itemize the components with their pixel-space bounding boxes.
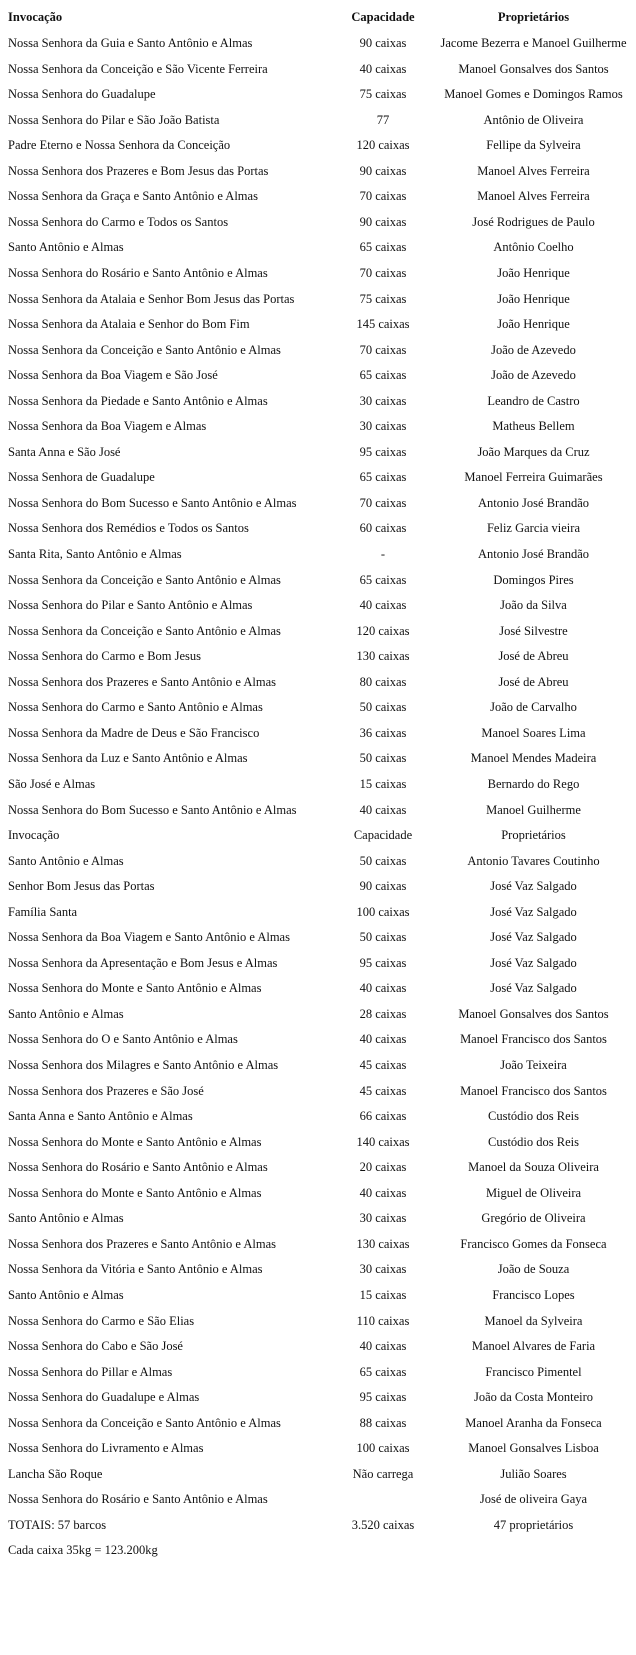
proprietarios-cell: Proprietários (501, 828, 566, 843)
capacidade-cell: 70 caixas (359, 495, 407, 510)
table-row (0, 1461, 636, 1488)
proprietarios-cell: Julião Soares (500, 1466, 567, 1481)
proprietarios-cell: Gregório de Oliveira (481, 1211, 586, 1226)
proprietarios-cell: João de Azevedo (491, 342, 576, 357)
table-row (0, 183, 636, 210)
proprietarios-cell: Manoel Alves Ferreira (477, 163, 590, 178)
invocacao-cell: Nossa Senhora da Guia e Santo Antônio e Almas (8, 36, 253, 50)
invocacao-cell: Santa Anna e Santo Antônio e Almas (8, 1109, 193, 1124)
invocacao-cell: Nossa Senhora do Carmo e Bom Jesus (8, 649, 202, 664)
invocacao-cell: Nossa Senhora do O e Santo Antônio e Almas (8, 1032, 238, 1047)
invocacao-cell: Senhor Bom Jesus das Portas (8, 879, 155, 894)
capacidade-cell: 145 caixas (356, 317, 410, 332)
proprietarios-cell: José Rodrigues de Paulo (472, 214, 595, 229)
proprietarios-cell: João de Souza (497, 1262, 570, 1277)
invocacao-cell: Nossa Senhora do Monte e Santo Antônio e Almas (8, 1134, 262, 1149)
capacidade-cell: 88 caixas (359, 1415, 407, 1430)
table-row (0, 209, 636, 236)
table-row (0, 771, 636, 798)
capacidade-cell: 40 caixas (359, 61, 407, 76)
header-proprietarios: Proprietários (497, 10, 570, 24)
table-row (0, 260, 636, 287)
invocacao-cell: Nossa Senhora da Conceição e Santo Antônio e Almas (8, 342, 281, 357)
proprietarios-cell: Manoel Aranha da Fonseca (465, 1415, 602, 1430)
table-row (0, 745, 636, 772)
invocacao-cell: Nossa Senhora do Livramento e Almas (8, 1441, 204, 1456)
capacidade-cell: 120 caixas (356, 138, 410, 153)
proprietarios-cell: José Silvestre (499, 623, 568, 638)
totals-owners: 47 proprietários (493, 1517, 574, 1532)
invocacao-cell: Nossa Senhora do Carmo e Santo Antônio e Almas (8, 700, 263, 715)
capacidade-cell: 130 caixas (356, 1236, 410, 1251)
invocacao-cell: Nossa Senhora do Pilar e Santo Antônio e Almas (8, 598, 253, 613)
table-row (0, 1205, 636, 1232)
invocacao-cell: Nossa Senhora do Pillar e Almas (8, 1364, 173, 1379)
table-row (0, 362, 636, 389)
capacidade-cell: 36 caixas (359, 725, 407, 740)
capacidade-cell: 95 caixas (359, 444, 407, 459)
proprietarios-cell: Manoel Soares Lima (481, 725, 586, 740)
totals-capacity: 3.520 caixas (351, 1517, 415, 1532)
capacidade-cell: 65 caixas (359, 572, 407, 587)
invocacao-cell: Nossa Senhora do Rosário e Santo Antônio e Almas (8, 1160, 268, 1175)
capacidade-cell: 40 caixas (359, 1185, 407, 1200)
invocacao-cell: Nossa Senhora da Conceição e São Vicente Ferreira (8, 61, 268, 76)
invocacao-cell: Nossa Senhora da Boa Viagem e Santo Antônio e Almas (8, 930, 290, 945)
table-row (0, 81, 636, 108)
table-row (0, 56, 636, 83)
table-row (0, 30, 636, 57)
table-row (0, 975, 636, 1002)
proprietarios-cell: João de Azevedo (491, 368, 576, 383)
table-row (0, 1001, 636, 1028)
invocacao-cell: Nossa Senhora da Apresentação e Bom Jesus e Almas (8, 955, 278, 970)
table-row (0, 694, 636, 721)
table-row (0, 413, 636, 440)
table-row (0, 873, 636, 900)
capacidade-cell: 28 caixas (359, 1006, 407, 1021)
invocacao-cell: Nossa Senhora dos Milagres e Santo Antônio e Almas (8, 1058, 279, 1072)
table-row (0, 515, 636, 542)
table-row (0, 822, 636, 849)
capacidade-cell: 45 caixas (359, 1083, 407, 1098)
invocacao-cell: Nossa Senhora da Atalaia e Senhor Bom Jesus das Portas (8, 291, 295, 306)
invocacao-cell: Nossa Senhora do Carmo e Todos os Santos (8, 214, 229, 229)
table-row (0, 618, 636, 645)
proprietarios-cell: João Teixeira (500, 1058, 567, 1072)
invocacao-cell: Nossa Senhora dos Remédios e Todos os Santos (8, 521, 249, 536)
proprietarios-cell: Antonio José Brandão (477, 495, 590, 510)
invocacao-cell: São José e Almas (8, 776, 96, 791)
invocacao-cell: Nossa Senhora dos Prazeres e São José (8, 1083, 204, 1098)
proprietarios-cell: Francisco Lopes (492, 1287, 575, 1302)
proprietarios-cell: Manoel Gonsalves dos Santos (458, 61, 609, 76)
invocacao-cell: Nossa Senhora da Piedade e Santo Antônio e Almas (8, 393, 268, 408)
invocacao-cell: Padre Eterno e Nossa Senhora da Conceição (8, 138, 231, 153)
capacidade-cell: 15 caixas (359, 1287, 407, 1302)
proprietarios-cell: Manoel Alves Ferreira (477, 189, 590, 204)
capacidade-cell: 30 caixas (359, 1211, 407, 1226)
proprietarios-cell: João Marques da Cruz (477, 444, 590, 459)
invocacao-cell: Família Santa (8, 904, 78, 919)
header-capacidade: Capacidade (351, 10, 415, 24)
proprietarios-cell: Manoel Mendes Madeira (470, 751, 597, 766)
proprietarios-cell: João da Costa Monteiro (473, 1390, 594, 1405)
proprietarios-cell: José de Abreu (498, 674, 569, 689)
invocacao-cell: Nossa Senhora da Boa Viagem e Almas (8, 419, 207, 434)
table-row (0, 541, 636, 568)
footnote-text: Cada caixa 35kg = 123.200kg (8, 1543, 158, 1558)
table-row (0, 924, 636, 951)
capacidade-cell: 100 caixas (356, 904, 410, 919)
table-row (0, 234, 636, 261)
proprietarios-cell: Antonio José Brandão (477, 547, 590, 561)
table-row (0, 1078, 636, 1105)
proprietarios-cell: João da Silva (500, 598, 567, 613)
capacidade-cell: 40 caixas (359, 1339, 407, 1354)
table-row (0, 1026, 636, 1053)
proprietarios-cell: Leandro de Castro (487, 393, 580, 408)
capacidade-cell: 65 caixas (359, 470, 407, 485)
invocacao-cell: Nossa Senhora dos Prazeres e Bom Jesus das Portas (8, 163, 269, 178)
invocacao-cell: Santa Anna e São José (8, 444, 121, 459)
table-row (0, 1103, 636, 1130)
capacidade-cell: 95 caixas (359, 955, 407, 970)
proprietarios-cell: José Vaz Salgado (490, 904, 577, 919)
invocacao-cell: Nossa Senhora do Carmo e São Elias (8, 1313, 195, 1328)
proprietarios-cell: Antônio Coelho (493, 240, 574, 255)
invocacao-cell: Nossa Senhora da Conceição e Santo Antônio e Almas (8, 623, 281, 638)
proprietarios-cell: Manoel Gomes e Domingos Ramos (444, 87, 623, 102)
table-row (0, 1129, 636, 1156)
capacidade-cell: 90 caixas (359, 214, 407, 229)
invocacao-cell: Nossa Senhora da Madre de Deus e São Francisco (8, 725, 260, 740)
table-row (0, 669, 636, 696)
proprietarios-cell: Custódio dos Reis (488, 1109, 579, 1124)
table-row (0, 1052, 636, 1079)
proprietarios-cell: Feliz Garcia vieira (486, 521, 580, 536)
capacidade-cell: 130 caixas (356, 649, 410, 664)
proprietarios-cell: José Vaz Salgado (490, 879, 577, 894)
capacidade-cell: 50 caixas (359, 930, 407, 945)
invocacao-cell: Santo Antônio e Almas (8, 1287, 124, 1302)
table-row (0, 1154, 636, 1181)
footnote (0, 1537, 636, 1564)
proprietarios-cell: Fellipe da Sylveira (486, 138, 581, 153)
proprietarios-cell: Matheus Bellem (492, 419, 575, 434)
capacidade-cell: 65 caixas (359, 368, 407, 383)
table-row (0, 1435, 636, 1462)
proprietarios-cell: João Henrique (497, 265, 570, 280)
invocacao-cell: Santa Rita, Santo Antônio e Almas (8, 547, 182, 561)
capacidade-cell: 65 caixas (359, 1364, 407, 1379)
invocacao-cell: Nossa Senhora dos Prazeres e Santo Antônio e Almas (8, 1236, 277, 1251)
proprietarios-cell: Manoel Francisco dos Santos (460, 1083, 607, 1098)
proprietarios-cell: João de Carvalho (490, 700, 577, 715)
table-row (0, 1256, 636, 1283)
invocacao-cell: Nossa Senhora do Bom Sucesso e Santo Antônio e Almas (8, 802, 297, 817)
proprietarios-cell: Manoel Alvares de Faria (471, 1339, 596, 1354)
table-row (0, 107, 636, 134)
invocacao-cell: Nossa Senhora do Pilar e São João Batista (8, 112, 220, 127)
proprietarios-cell: José de Abreu (498, 649, 569, 664)
capacidade-cell: 20 caixas (359, 1160, 407, 1175)
invocacao-cell: Santo Antônio e Almas (8, 1006, 124, 1021)
invocacao-cell: Nossa Senhora do Monte e Santo Antônio e Almas (8, 981, 262, 996)
proprietarios-cell: Jacome Bezerra e Manoel Guilherme (440, 36, 627, 50)
table-row (0, 950, 636, 977)
proprietarios-cell: Manoel Ferreira Guimarães (464, 470, 603, 485)
table-row (0, 1282, 636, 1309)
invocacao-cell: Nossa Senhora da Luz e Santo Antônio e Almas (8, 751, 248, 766)
capacidade-cell: 50 caixas (359, 700, 407, 715)
proprietarios-cell: José de oliveira Gaya (479, 1492, 588, 1507)
capacidade-cell: Capacidade (353, 828, 413, 843)
invocacao-cell: Nossa Senhora da Atalaia e Senhor do Bom Fim (8, 317, 250, 332)
table-row (0, 1486, 636, 1513)
proprietarios-cell: Miguel de Oliveira (485, 1185, 582, 1200)
capacidade-cell: 70 caixas (359, 265, 407, 280)
proprietarios-cell: Francisco Pimentel (485, 1364, 582, 1379)
totals-row (0, 1512, 636, 1539)
invocacao-cell: Santo Antônio e Almas (8, 240, 124, 255)
proprietarios-cell: João Henrique (497, 291, 570, 306)
capacidade-cell: - (380, 547, 386, 561)
capacidade-cell: 66 caixas (359, 1109, 407, 1124)
table-row (0, 1333, 636, 1360)
table-row (0, 1180, 636, 1207)
capacidade-cell: Não carrega (352, 1466, 414, 1481)
capacidade-cell: 40 caixas (359, 598, 407, 613)
table-row (0, 1308, 636, 1335)
capacidade-cell: 80 caixas (359, 674, 407, 689)
proprietarios-cell: Custódio dos Reis (488, 1134, 579, 1149)
table-row (0, 797, 636, 824)
capacidade-cell: 90 caixas (359, 36, 407, 50)
table-row (0, 132, 636, 159)
proprietarios-cell: Manoel Guilherme (486, 802, 581, 817)
capacidade-cell: 40 caixas (359, 802, 407, 817)
invocacao-cell: Nossa Senhora dos Prazeres e Santo Antônio e Almas (8, 674, 277, 689)
invocacao-cell: Nossa Senhora da Vitória e Santo Antônio e Almas (8, 1262, 263, 1277)
table-row (0, 643, 636, 670)
totals-label: TOTAIS: 57 barcos (8, 1517, 107, 1532)
capacidade-cell: 65 caixas (359, 240, 407, 255)
proprietarios-cell: Manoel da Sylveira (484, 1313, 583, 1328)
invocacao-cell: Nossa Senhora do Rosário e Santo Antônio e Almas (8, 1492, 268, 1507)
table-row (0, 311, 636, 338)
capacidade-cell: 30 caixas (359, 1262, 407, 1277)
capacidade-cell: 140 caixas (356, 1134, 410, 1149)
invocacao-cell: Lancha São Roque (8, 1466, 103, 1481)
invocacao-cell: Nossa Senhora da Graça e Santo Antônio e Almas (8, 189, 258, 204)
invocacao-cell: Nossa Senhora do Guadalupe (8, 87, 156, 102)
proprietarios-cell: José Vaz Salgado (490, 981, 577, 996)
table-row (0, 1359, 636, 1386)
table-row (0, 592, 636, 619)
invocacao-cell: Nossa Senhora do Guadalupe e Almas (8, 1390, 200, 1405)
invocacao-cell: Nossa Senhora do Monte e Santo Antônio e Almas (8, 1185, 262, 1200)
capacidade-cell: 75 caixas (359, 291, 407, 306)
invocacao-cell: Nossa Senhora do Cabo e São José (8, 1339, 183, 1354)
invocacao-cell: Nossa Senhora do Bom Sucesso e Santo Antônio e Almas (8, 495, 297, 510)
capacidade-cell: 77 (376, 112, 390, 127)
table-row (0, 1410, 636, 1437)
capacidade-cell: 45 caixas (359, 1058, 407, 1072)
table-row (0, 567, 636, 594)
proprietarios-cell: José Vaz Salgado (490, 955, 577, 970)
table-row (0, 1384, 636, 1411)
proprietarios-cell: Bernardo do Rego (487, 776, 580, 791)
table-row (0, 464, 636, 491)
capacidade-cell: 50 caixas (359, 853, 407, 868)
capacidade-cell: 40 caixas (359, 981, 407, 996)
capacidade-cell: 95 caixas (359, 1390, 407, 1405)
capacidade-cell: 90 caixas (359, 879, 407, 894)
capacidade-cell: 15 caixas (359, 776, 407, 791)
invocacao-cell: Nossa Senhora do Rosário e Santo Antônio e Almas (8, 265, 268, 280)
table-row (0, 388, 636, 415)
capacidade-cell: 50 caixas (359, 751, 407, 766)
proprietarios-cell: Francisco Gomes da Fonseca (460, 1236, 607, 1251)
capacidade-cell: 30 caixas (359, 419, 407, 434)
capacidade-cell: 100 caixas (356, 1441, 410, 1456)
invocacao-cell: Nossa Senhora da Conceição e Santo Antônio e Almas (8, 1415, 281, 1430)
invocacao-cell: Invocação (8, 828, 60, 843)
proprietarios-cell: Manoel da Souza Oliveira (468, 1160, 599, 1175)
proprietarios-cell: Manoel Francisco dos Santos (460, 1032, 607, 1047)
table-row (0, 439, 636, 466)
capacidade-cell: 90 caixas (359, 163, 407, 178)
table-row (0, 490, 636, 517)
proprietarios-cell: Antonio Tavares Coutinho (467, 853, 600, 868)
proprietarios-cell: Domingos Pires (493, 572, 574, 587)
invocacao-cell: Nossa Senhora da Boa Viagem e São José (8, 368, 218, 383)
header-invocacao: Invocação (8, 10, 63, 24)
capacidade-cell: 60 caixas (359, 521, 407, 536)
proprietarios-cell: José Vaz Salgado (490, 930, 577, 945)
table-row (0, 1231, 636, 1258)
table-row (0, 720, 636, 747)
capacidade-cell: 70 caixas (359, 342, 407, 357)
invocacao-cell: Nossa Senhora da Conceição e Santo Antônio e Almas (8, 572, 281, 587)
table-row (0, 337, 636, 364)
proprietarios-cell: Manoel Gonsalves dos Santos (458, 1006, 609, 1021)
capacidade-cell: 75 caixas (359, 87, 407, 102)
table-row (0, 158, 636, 185)
table-row (0, 848, 636, 875)
invocacao-cell: Santo Antônio e Almas (8, 1211, 124, 1226)
capacidade-cell: 30 caixas (359, 393, 407, 408)
invocacao-cell: Santo Antônio e Almas (8, 853, 124, 868)
table-row (0, 286, 636, 313)
table-header (0, 4, 636, 31)
capacidade-cell: 40 caixas (359, 1032, 407, 1047)
capacidade-cell: 110 caixas (356, 1313, 410, 1328)
capacidade-cell: 70 caixas (359, 189, 407, 204)
proprietarios-cell: Antônio de Oliveira (483, 112, 584, 127)
invocacao-cell: Nossa Senhora de Guadalupe (8, 470, 155, 485)
capacidade-cell: 120 caixas (356, 623, 410, 638)
proprietarios-cell: João Henrique (497, 317, 570, 332)
table-row (0, 899, 636, 926)
proprietarios-cell: Manoel Gonsalves Lisboa (468, 1441, 599, 1456)
